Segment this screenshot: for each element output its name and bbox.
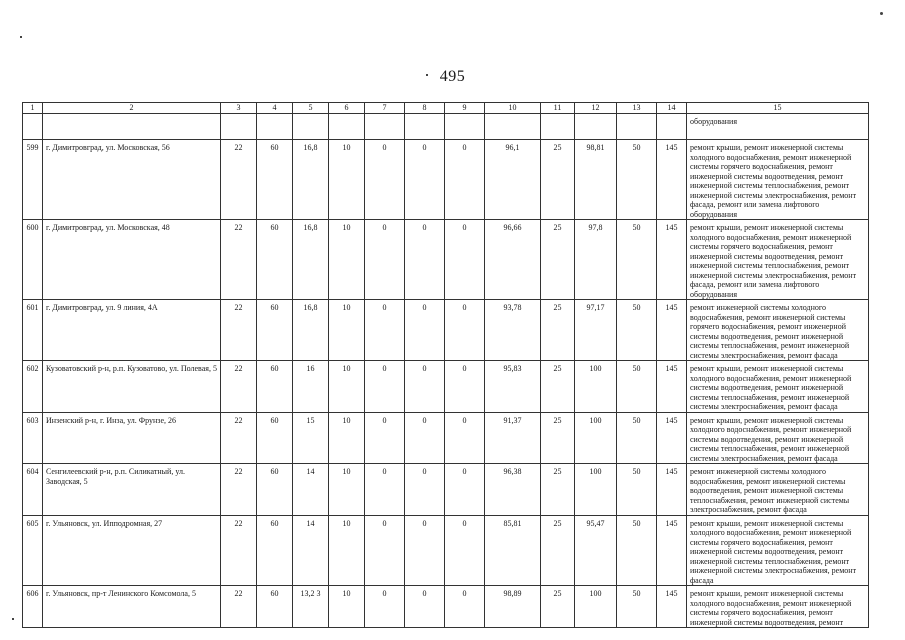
scan-speck [426, 74, 428, 76]
col3-value: 22 [221, 140, 257, 220]
continuation-row [23, 114, 869, 140]
row-number: 604 [23, 464, 43, 516]
col11-value: 25 [541, 140, 575, 220]
col13-value: 50 [617, 300, 657, 361]
col5-value: 14 [293, 515, 329, 586]
col13-value: 50 [617, 140, 657, 220]
col8-value: 0 [405, 361, 445, 413]
column-header-9: 9 [445, 103, 485, 114]
col4-value: 60 [257, 361, 293, 413]
col8-value: 0 [405, 300, 445, 361]
col10-value: 98,89 [485, 586, 541, 628]
work-description: ремонт крыши, ремонт инженерной системы холодного водоснабжения, ремонт инженерной системы водоотведения, ремонт инженерной системы теплоснабжения, ремонт инженерной системы электроснабжения, ремонт фасада [687, 361, 869, 413]
column-header-14: 14 [657, 103, 687, 114]
col7-value: 0 [365, 515, 405, 586]
column-header-2: 2 [43, 103, 221, 114]
col13-value: 50 [617, 220, 657, 300]
col3-value: 22 [221, 361, 257, 413]
col4-value: 60 [257, 515, 293, 586]
col13-value: 50 [617, 515, 657, 586]
col5-value: 16 [293, 361, 329, 413]
column-header-12: 12 [575, 103, 617, 114]
column-header-13: 13 [617, 103, 657, 114]
column-header-4: 4 [257, 103, 293, 114]
col6-value: 10 [329, 361, 365, 413]
address: г. Димитровград, ул. Московская, 48 [43, 220, 221, 300]
column-header-3: 3 [221, 103, 257, 114]
table-row [23, 220, 869, 300]
col3-value: 22 [221, 515, 257, 586]
work-description: ремонт крыши, ремонт инженерной системы холодного водоснабжения, ремонт инженерной системы горячего водоснабжения, ремонт инженерной системы водоотведения, ремонт инженерной системы теплоснабжения, ремонт инженерной системы электроснабжения, ремонт фасада, ремонт или замена лифтового оборудования [687, 220, 869, 300]
col14-value: 145 [657, 361, 687, 413]
col7-value: 0 [365, 140, 405, 220]
row-number: 602 [23, 361, 43, 413]
col12-value: 100 [575, 586, 617, 628]
col7-value: 0 [365, 300, 405, 361]
address: г. Димитровград, ул. Московская, 56 [43, 140, 221, 220]
col9-value: 0 [445, 140, 485, 220]
col10-value: 96,38 [485, 464, 541, 516]
col12-value: 97,8 [575, 220, 617, 300]
col12-value: 95,47 [575, 515, 617, 586]
col6-value: 10 [329, 515, 365, 586]
table-header [23, 103, 869, 114]
col12-value: 100 [575, 361, 617, 413]
address: Кузоватовский р-н, р.п. Кузоватово, ул. Полевая, 5 [43, 361, 221, 413]
column-header-6: 6 [329, 103, 365, 114]
col9-value: 0 [445, 464, 485, 516]
table-row [23, 586, 869, 628]
col13-value: 50 [617, 361, 657, 413]
row-number: 603 [23, 412, 43, 464]
col12-value: 98,81 [575, 140, 617, 220]
col8-value: 0 [405, 412, 445, 464]
row-number: 605 [23, 515, 43, 586]
data-table [22, 102, 869, 628]
col4-value: 60 [257, 586, 293, 628]
col6-value: 10 [329, 220, 365, 300]
column-header-15: 15 [687, 103, 869, 114]
col6-value: 10 [329, 140, 365, 220]
col11-value: 25 [541, 361, 575, 413]
scan-speck [12, 618, 14, 620]
col9-value: 0 [445, 300, 485, 361]
col8-value: 0 [405, 515, 445, 586]
work-description: ремонт крыши, ремонт инженерной системы холодного водоснабжения, ремонт инженерной системы водоотведения, ремонт инженерной системы теплоснабжения, ремонт инженерной системы электроснабжения, ремонт фасада [687, 412, 869, 464]
col4-value: 60 [257, 220, 293, 300]
page-number: 495 [439, 68, 466, 85]
col9-value: 0 [445, 361, 485, 413]
work-description: ремонт инженерной системы холодного водоснабжения, ремонт инженерной системы горячего водоснабжения, ремонт инженерной системы водоотведения, ремонт инженерной системы теплоснабжения, ремонт инженерной системы электроснабжения, ремонт фасада [687, 300, 869, 361]
scan-speck [20, 36, 22, 38]
table-row [23, 140, 869, 220]
column-header-5: 5 [293, 103, 329, 114]
table-body [23, 114, 869, 628]
col11-value: 25 [541, 515, 575, 586]
col11-value: 25 [541, 412, 575, 464]
work-description: оборудования [687, 114, 869, 140]
col6-value: 10 [329, 586, 365, 628]
col8-value: 0 [405, 464, 445, 516]
col7-value: 0 [365, 586, 405, 628]
row-number: 600 [23, 220, 43, 300]
col11-value: 25 [541, 586, 575, 628]
col14-value: 145 [657, 515, 687, 586]
table-row [23, 515, 869, 586]
col14-value: 145 [657, 140, 687, 220]
col3-value: 22 [221, 464, 257, 516]
column-header-11: 11 [541, 103, 575, 114]
address: г. Ульяновск, пр-т Ленинского Комсомола, 5 [43, 586, 221, 628]
col11-value: 25 [541, 220, 575, 300]
col13-value: 50 [617, 412, 657, 464]
address: г. Ульяновск, ул. Ипподромная, 27 [43, 515, 221, 586]
col4-value: 60 [257, 140, 293, 220]
col5-value: 14 [293, 464, 329, 516]
col4-value: 60 [257, 412, 293, 464]
col3-value: 22 [221, 586, 257, 628]
col7-value: 0 [365, 220, 405, 300]
col8-value: 0 [405, 220, 445, 300]
col13-value: 50 [617, 464, 657, 516]
col6-value: 10 [329, 412, 365, 464]
col6-value: 10 [329, 464, 365, 516]
col9-value: 0 [445, 586, 485, 628]
col9-value: 0 [445, 412, 485, 464]
col4-value: 60 [257, 464, 293, 516]
col14-value: 145 [657, 586, 687, 628]
col12-value: 97,17 [575, 300, 617, 361]
address: г. Димитровград, ул. 9 линия, 4А [43, 300, 221, 361]
col14-value: 145 [657, 220, 687, 300]
col14-value: 145 [657, 464, 687, 516]
column-header-10: 10 [485, 103, 541, 114]
column-header-7: 7 [365, 103, 405, 114]
col14-value: 145 [657, 300, 687, 361]
col5-value: 16,8 [293, 220, 329, 300]
col5-value: 15 [293, 412, 329, 464]
col10-value: 85,81 [485, 515, 541, 586]
address: Сенгилеевский р-н, р.п. Силикатный, ул. Заводская, 5 [43, 464, 221, 516]
col12-value: 100 [575, 464, 617, 516]
table-row [23, 300, 869, 361]
col9-value: 0 [445, 515, 485, 586]
col4-value: 60 [257, 300, 293, 361]
col5-value: 13,2 3 [293, 586, 329, 628]
col12-value: 100 [575, 412, 617, 464]
col11-value: 25 [541, 464, 575, 516]
column-header-1: 1 [23, 103, 43, 114]
col10-value: 96,1 [485, 140, 541, 220]
table-row [23, 464, 869, 516]
col10-value: 96,66 [485, 220, 541, 300]
col5-value: 16,8 [293, 300, 329, 361]
col5-value: 16,8 [293, 140, 329, 220]
col10-value: 95,83 [485, 361, 541, 413]
address: Инзенский р-н, г. Инза, ул. Фрунзе, 26 [43, 412, 221, 464]
col10-value: 91,37 [485, 412, 541, 464]
col8-value: 0 [405, 586, 445, 628]
work-description: ремонт крыши, ремонт инженерной системы холодного водоснабжения, ремонт инженерной системы горячего водоснабжения, ремонт инженерной системы водоотведения, ремонт инженерной системы теплоснабжения, ремонт инженерной системы электроснабжения, ремонт фасада, ремонт или замена лифтового оборудования [687, 140, 869, 220]
col7-value: 0 [365, 464, 405, 516]
work-description: ремонт крыши, ремонт инженерной системы холодного водоснабжения, ремонт инженерной системы горячего водоснабжения, ремонт инженерной системы водоотведения, ремонт инженерной системы теплоснабжения, ремонт инженерной системы электроснабжения, ремонт фасада [687, 515, 869, 586]
col3-value: 22 [221, 300, 257, 361]
col7-value: 0 [365, 361, 405, 413]
col14-value: 145 [657, 412, 687, 464]
col3-value: 22 [221, 412, 257, 464]
header-row [23, 103, 869, 114]
work-description: ремонт инженерной системы холодного водоснабжения, ремонт инженерной системы водоотведения, ремонт инженерной системы теплоснабжения, ремонт инженерной системы электроснабжения, ремонт фасада [687, 464, 869, 516]
col10-value: 93,78 [485, 300, 541, 361]
col13-value: 50 [617, 586, 657, 628]
col6-value: 10 [329, 300, 365, 361]
row-number: 606 [23, 586, 43, 628]
col9-value: 0 [445, 220, 485, 300]
column-header-8: 8 [405, 103, 445, 114]
scan-speck [880, 12, 883, 15]
work-description: ремонт крыши, ремонт инженерной системы холодного водоснабжения, ремонт инженерной системы горячего водоснабжения, ремонт инженерной системы водоотведения, ремонт [687, 586, 869, 628]
table-row [23, 361, 869, 413]
col3-value: 22 [221, 220, 257, 300]
row-number: 599 [23, 140, 43, 220]
table-row [23, 412, 869, 464]
row-number: 601 [23, 300, 43, 361]
col8-value: 0 [405, 140, 445, 220]
col7-value: 0 [365, 412, 405, 464]
col11-value: 25 [541, 300, 575, 361]
